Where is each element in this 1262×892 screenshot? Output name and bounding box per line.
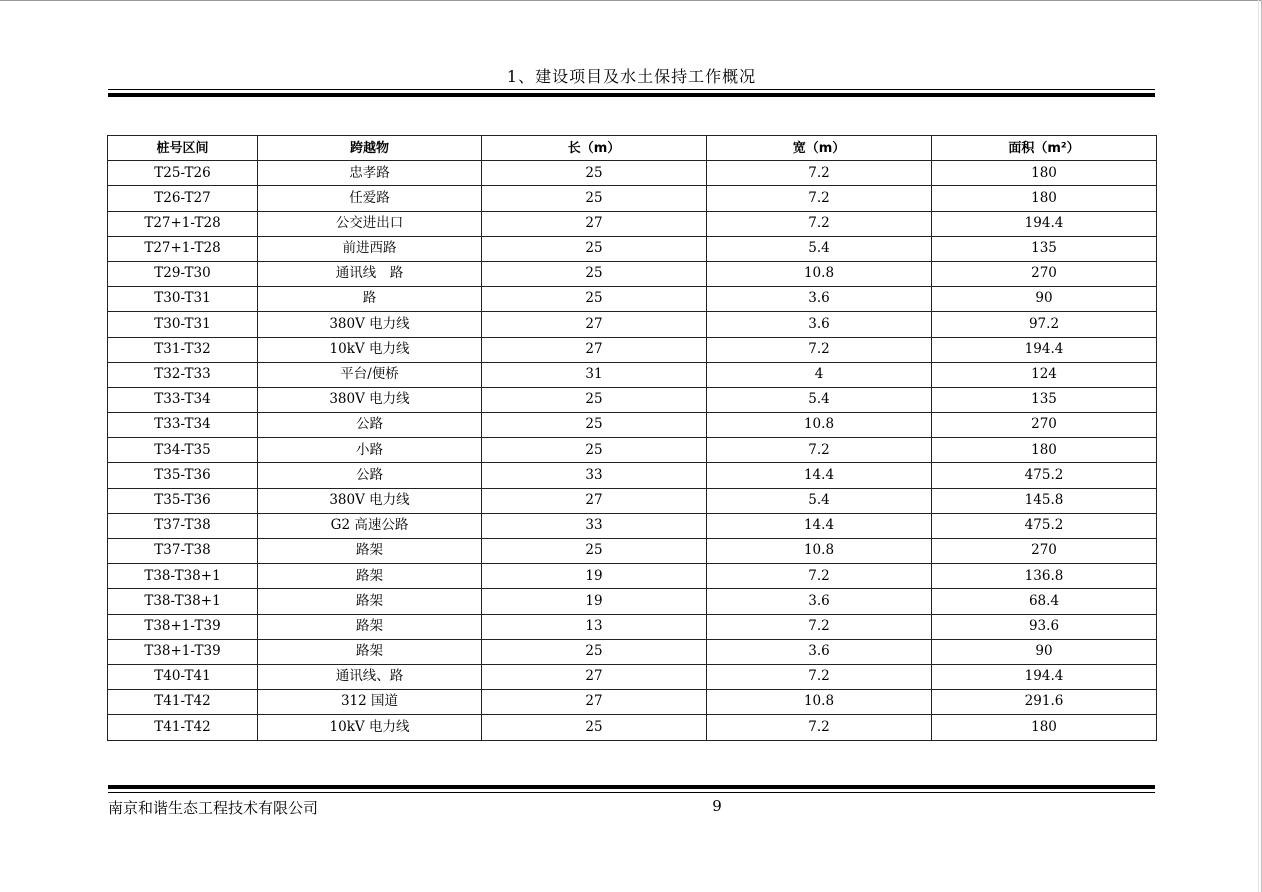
cell-section: T25-T26 [108, 161, 258, 186]
table-row [108, 337, 1157, 362]
cell-area: 270 [932, 413, 1157, 438]
cell-crossing: 380V 电力线 [258, 387, 482, 412]
cell-section: T33-T34 [108, 387, 258, 412]
cell-width: 10.8 [707, 539, 932, 564]
cell-area: 180 [932, 186, 1157, 211]
table-row [108, 715, 1157, 740]
column-header-section: 桩号区间 [108, 136, 258, 161]
table-row [108, 690, 1157, 715]
header-rule-thin [108, 89, 1155, 90]
cell-section: T30-T31 [108, 312, 258, 337]
cell-crossing: G2 高速公路 [258, 513, 482, 538]
cell-width: 10.8 [707, 261, 932, 286]
cell-width: 5.4 [707, 236, 932, 261]
cell-length: 25 [482, 639, 707, 664]
cell-area: 194.4 [932, 211, 1157, 236]
cell-length: 27 [482, 488, 707, 513]
cell-section: T26-T27 [108, 186, 258, 211]
cell-width: 7.2 [707, 614, 932, 639]
cell-area: 180 [932, 438, 1157, 463]
cell-width: 4 [707, 362, 932, 387]
table-row [108, 438, 1157, 463]
cell-crossing: 路架 [258, 614, 482, 639]
table-row [108, 261, 1157, 286]
cell-length: 31 [482, 362, 707, 387]
cell-length: 27 [482, 690, 707, 715]
cell-length: 25 [482, 438, 707, 463]
cell-width: 7.2 [707, 186, 932, 211]
table-row [108, 639, 1157, 664]
cell-crossing: 路架 [258, 639, 482, 664]
crossing-table [107, 135, 1157, 741]
table-body [108, 161, 1157, 740]
cell-width: 7.2 [707, 211, 932, 236]
table-row [108, 186, 1157, 211]
table-header-row [108, 136, 1157, 161]
cell-width: 14.4 [707, 463, 932, 488]
cell-crossing: 380V 电力线 [258, 312, 482, 337]
cell-crossing: 前进西路 [258, 236, 482, 261]
cell-section: T37-T38 [108, 513, 258, 538]
column-header-area: 面积（m²） [932, 136, 1157, 161]
cell-width: 5.4 [707, 387, 932, 412]
cell-crossing: 通讯线、路 [258, 664, 482, 689]
header-rule-thick [108, 93, 1155, 97]
cell-section: T34-T35 [108, 438, 258, 463]
cell-length: 25 [482, 715, 707, 740]
cell-crossing: 通讯线 路 [258, 261, 482, 286]
cell-section: T41-T42 [108, 690, 258, 715]
cell-section: T33-T34 [108, 413, 258, 438]
cell-width: 7.2 [707, 715, 932, 740]
cell-area: 145.8 [932, 488, 1157, 513]
cell-length: 25 [482, 236, 707, 261]
cell-crossing: 380V 电力线 [258, 488, 482, 513]
cell-crossing: 平台/便桥 [258, 362, 482, 387]
cell-section: T35-T36 [108, 463, 258, 488]
cell-width: 3.6 [707, 589, 932, 614]
cell-area: 136.8 [932, 564, 1157, 589]
column-header-width: 宽（m） [707, 136, 932, 161]
cell-length: 25 [482, 539, 707, 564]
cell-crossing: 路架 [258, 539, 482, 564]
cell-width: 7.2 [707, 438, 932, 463]
table-row [108, 488, 1157, 513]
table-row [108, 312, 1157, 337]
cell-crossing: 10kV 电力线 [258, 337, 482, 362]
cell-area: 90 [932, 639, 1157, 664]
cell-area: 475.2 [932, 513, 1157, 538]
cell-area: 270 [932, 261, 1157, 286]
cell-length: 33 [482, 463, 707, 488]
table-row [108, 236, 1157, 261]
cell-length: 19 [482, 564, 707, 589]
cell-width: 3.6 [707, 287, 932, 312]
cell-crossing: 小路 [258, 438, 482, 463]
cell-width: 7.2 [707, 337, 932, 362]
page-edge-right-inner [1258, 0, 1259, 892]
cell-area: 194.4 [932, 664, 1157, 689]
cell-area: 180 [932, 715, 1157, 740]
table-row [108, 211, 1157, 236]
cell-section: T31-T32 [108, 337, 258, 362]
cell-section: T38+1-T39 [108, 614, 258, 639]
cell-length: 19 [482, 589, 707, 614]
cell-area: 97.2 [932, 312, 1157, 337]
table-row [108, 614, 1157, 639]
cell-length: 33 [482, 513, 707, 538]
table-row [108, 362, 1157, 387]
footer-company-name: 南京和谐生态工程技术有限公司 [108, 799, 319, 817]
cell-area: 90 [932, 287, 1157, 312]
cell-width: 7.2 [707, 564, 932, 589]
cell-crossing: 路架 [258, 589, 482, 614]
cell-crossing: 忠孝路 [258, 161, 482, 186]
table-row [108, 287, 1157, 312]
cell-section: T30-T31 [108, 287, 258, 312]
cell-area: 124 [932, 362, 1157, 387]
cell-length: 25 [482, 387, 707, 412]
table-row [108, 513, 1157, 538]
cell-length: 25 [482, 161, 707, 186]
table-row [108, 539, 1157, 564]
cell-area: 180 [932, 161, 1157, 186]
cell-width: 14.4 [707, 513, 932, 538]
cell-area: 270 [932, 539, 1157, 564]
page-edge-top [0, 0, 1262, 1]
cell-width: 5.4 [707, 488, 932, 513]
page-header-title: 1、建设项目及水土保持工作概况 [506, 67, 757, 86]
cell-length: 25 [482, 261, 707, 286]
table-row [108, 413, 1157, 438]
cell-area: 135 [932, 387, 1157, 412]
cell-area: 93.6 [932, 614, 1157, 639]
cell-crossing: 公路 [258, 463, 482, 488]
cell-area: 194.4 [932, 337, 1157, 362]
cell-length: 25 [482, 287, 707, 312]
footer-rule-thin [108, 792, 1155, 793]
cell-crossing: 312 国道 [258, 690, 482, 715]
cell-width: 7.2 [707, 664, 932, 689]
cell-section: T38+1-T39 [108, 639, 258, 664]
column-header-length: 长（m） [482, 136, 707, 161]
cell-section: T38-T38+1 [108, 564, 258, 589]
cell-length: 13 [482, 614, 707, 639]
cell-section: T27+1-T28 [108, 236, 258, 261]
table-row [108, 463, 1157, 488]
table-row [108, 589, 1157, 614]
cell-area: 475.2 [932, 463, 1157, 488]
cell-width: 3.6 [707, 312, 932, 337]
cell-width: 10.8 [707, 413, 932, 438]
cell-section: T41-T42 [108, 715, 258, 740]
cell-area: 291.6 [932, 690, 1157, 715]
cell-section: T37-T38 [108, 539, 258, 564]
table-row [108, 387, 1157, 412]
cell-section: T40-T41 [108, 664, 258, 689]
cell-section: T35-T36 [108, 488, 258, 513]
cell-area: 135 [932, 236, 1157, 261]
cell-length: 27 [482, 337, 707, 362]
cell-width: 10.8 [707, 690, 932, 715]
table-row [108, 664, 1157, 689]
cell-section: T27+1-T28 [108, 211, 258, 236]
cell-section: T32-T33 [108, 362, 258, 387]
cell-length: 25 [482, 413, 707, 438]
cell-crossing: 公路 [258, 413, 482, 438]
table-row [108, 161, 1157, 186]
cell-section: T29-T30 [108, 261, 258, 286]
cell-length: 27 [482, 211, 707, 236]
page-number: 9 [712, 797, 722, 815]
footer-rule-thick [108, 785, 1155, 789]
cell-width: 3.6 [707, 639, 932, 664]
column-header-crossing: 跨越物 [258, 136, 482, 161]
cell-crossing: 10kV 电力线 [258, 715, 482, 740]
cell-crossing: 路 [258, 287, 482, 312]
cell-length: 27 [482, 312, 707, 337]
cell-width: 7.2 [707, 161, 932, 186]
cell-crossing: 任爱路 [258, 186, 482, 211]
cell-length: 27 [482, 664, 707, 689]
cell-crossing: 公交进出口 [258, 211, 482, 236]
cell-crossing: 路架 [258, 564, 482, 589]
cell-section: T38-T38+1 [108, 589, 258, 614]
cell-length: 25 [482, 186, 707, 211]
cell-area: 68.4 [932, 589, 1157, 614]
table-row [108, 564, 1157, 589]
